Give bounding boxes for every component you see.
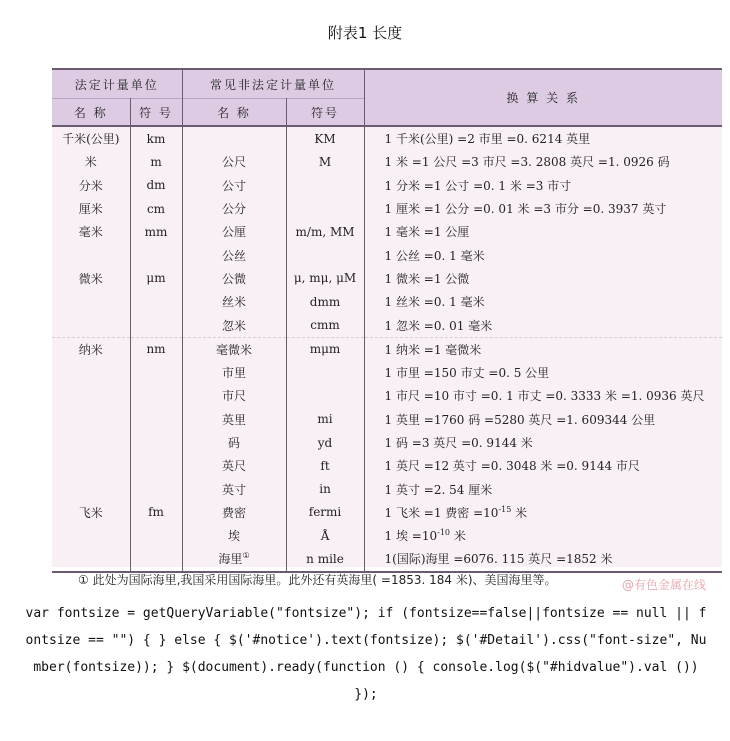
legal-unit-name [52,431,130,454]
footnote: ① 此处为国际海里,我国采用国际海里。此外还有英海里( =1853. 184 米)、美国海里等。 [78,573,557,587]
common-symbol-header: 符号 [286,99,364,127]
conversion-relation [364,431,722,454]
conversion-relation-text: 1(国际)海里 =6076. 115 英尺 =1852 米 [384,552,613,567]
table-row [52,337,722,361]
legal-unit-name [52,454,130,477]
conversion-relation [364,243,722,266]
conversion-relation [364,290,722,313]
legal-unit-symbol [130,126,182,150]
common-unit-name [182,174,286,197]
conversion-relation-text: 1 忽米 =0. 01 毫米 [384,318,493,333]
common-unit-name-text: 公微 [222,271,247,286]
table-row [52,547,722,571]
common-unit-symbol-text: M [318,154,332,169]
legal-unit-name [52,337,130,361]
exponent: -15 [498,504,512,514]
legal-unit-name [52,197,130,220]
legal-unit-name [52,126,130,150]
legal-unit-name-text: 分米 [78,178,103,193]
common-unit-name-text: 忽米 [222,318,247,333]
table-row [52,384,722,407]
conversion-relation-text: 1 英里 =1760 码 =5280 英尺 =1. 609344 公里 [384,412,656,427]
common-unit-symbol-text: μ, mμ, μM [293,271,357,286]
common-unit-symbol [286,337,364,361]
common-unit-name-text: 市里 [222,366,247,381]
legal-unit-name-text: 纳米 [78,342,103,357]
conversion-relation-text: 1 英寸 =2. 54 厘米 [384,482,493,497]
legal-unit-symbol-text: nm [146,342,166,357]
legal-unit-symbol [130,290,182,313]
legal-unit-name-text: 米 [84,155,97,170]
legal-unit-symbol [130,431,182,454]
legal-unit-symbol-text: μm [146,271,166,286]
table-row [52,220,722,243]
common-unit-symbol [286,384,364,407]
common-unit-symbol [286,501,364,524]
legal-unit-symbol [130,267,182,290]
conversion-relation [364,547,722,571]
common-unit-symbol-text: yd [317,435,333,450]
common-unit-symbol-text: n mile [306,551,344,566]
conversion-relation [364,524,722,547]
common-unit-symbol [286,408,364,431]
common-unit-symbol [286,220,364,243]
common-unit-name [182,454,286,477]
relation-tail: 米 [511,505,528,520]
legal-unit-name [52,220,130,243]
common-unit-symbol [286,290,364,313]
common-unit-symbol-text: mi [317,412,333,427]
table-row [52,197,722,220]
common-unit-name-text: 公寸 [222,178,247,193]
legal-unit-symbol [130,384,182,407]
table-row [52,431,722,454]
common-unit-name [182,337,286,361]
common-unit-name-text: 市尺 [222,389,247,404]
conversion-relation [364,408,722,431]
common-unit-name-text: 埃 [228,529,241,544]
conversion-relation-text: 1 微米 =1 公微 [384,271,470,286]
legal-unit-name [52,547,130,571]
legal-unit-symbol-text: fm [148,505,164,520]
legal-unit-symbol [130,547,182,571]
table-row [52,361,722,384]
conversion-relation [364,197,722,220]
common-unit-symbol-text: mμm [309,342,341,357]
common-unit-symbol [286,547,364,571]
conversion-relation-text: 1 分米 =1 公寸 =0. 1 米 =3 市寸 [384,178,572,193]
table-row [52,477,722,500]
common-unit-symbol [286,477,364,500]
common-unit-name [182,361,286,384]
common-unit-symbol [286,431,364,454]
common-unit-name [182,384,286,407]
legal-unit-symbol-text: m [150,154,162,169]
legal-unit-name [52,243,130,266]
conversion-relation [364,126,722,150]
legal-unit-name [52,384,130,407]
table-row [52,126,722,150]
table-row [52,454,722,477]
conversion-relation-text: 1 纳米 =1 毫微米 [384,342,482,357]
common-unit-symbol-text: KM [314,131,336,146]
footnote-marker: ① [242,551,250,561]
table-row [52,150,722,173]
common-unit-name-text: 毫微米 [216,342,253,357]
exponent: -10 [437,528,451,538]
relation-tail: 米 [450,529,466,544]
legal-unit-name [52,408,130,431]
legal-unit-symbol [130,220,182,243]
legal-unit-symbol [130,477,182,500]
common-unit-symbol-text: Å [320,528,330,543]
legal-unit-name [52,267,130,290]
common-unit-symbol-text: m/m, MM [295,224,355,239]
conversion-relation [364,477,722,500]
legal-name-header: 名 称 [52,99,130,127]
common-unit-name [182,243,286,266]
table-row [52,174,722,197]
common-unit-name [182,524,286,547]
common-unit-name [182,150,286,173]
conversion-relation-text: 1 埃 =10 [384,529,438,544]
table-row [52,290,722,313]
conversion-relation [364,384,722,407]
common-unit-name [182,267,286,290]
conversion-relation [364,337,722,361]
common-unit-symbol [286,313,364,337]
common-units-header: 常见非法定计量单位 [182,69,364,99]
conversion-relation-text: 1 英尺 =12 英寸 =0. 3048 米 =0. 9144 市尺 [384,459,640,474]
conversion-relation [364,313,722,337]
common-unit-symbol-text: fermi [308,505,342,520]
conversion-relation [364,454,722,477]
common-unit-name [182,126,286,150]
legal-unit-symbol [130,361,182,384]
common-unit-name-text: 费密 [222,505,247,520]
script-source-text: var fontsize = getQueryVariable("fontsize"); if (fontsize==false||fontsize == null || fontsize == "") { } else { $('#notice').text(fontsize); $('#Detail').css("font-size", Number(fontsize)); } $(document).ready(function () { console.log($("#hidvalue").val ()) }); [25,606,707,702]
conversion-relation-text: 1 市尺 =10 市寸 =0. 1 市丈 =0. 3333 米 =1. 0936 英尺 [384,389,705,404]
conversion-table [52,68,722,573]
common-unit-name [182,313,286,337]
common-unit-symbol-text: ft [320,458,330,473]
relation-header: 换 算 关 系 [364,69,722,126]
legal-unit-symbol [130,501,182,524]
common-unit-name-text: 公丝 [222,248,247,263]
conversion-relation [364,174,722,197]
common-unit-symbol-text: in [319,482,331,497]
legal-unit-symbol [130,524,182,547]
legal-unit-symbol-text: mm [144,224,168,239]
common-unit-symbol [286,243,364,266]
conversion-relation-text: 1 飞米 =1 费密 =10 [384,505,499,520]
legal-unit-symbol-text: cm [146,201,166,216]
table-row [52,267,722,290]
common-unit-symbol-text: dmm [309,294,341,309]
conversion-relation-text: 1 公丝 =0. 1 毫米 [384,248,485,263]
legal-unit-symbol-text: dm [146,178,166,193]
table-row [52,313,722,337]
common-unit-name-text: 公分 [222,202,247,217]
legal-unit-symbol-text: km [146,131,166,146]
legal-unit-symbol [130,454,182,477]
legal-unit-name [52,524,130,547]
legal-unit-name [52,290,130,313]
legal-unit-name-text: 飞米 [78,505,103,520]
conversion-relation [364,220,722,243]
table-row [52,501,722,524]
table-title: 附表1 长度 [327,24,403,42]
legal-unit-symbol [130,337,182,361]
legal-unit-name-text: 千米(公里) [62,132,120,147]
common-unit-name [182,408,286,431]
common-unit-name-text: 海里 [218,552,243,567]
legal-unit-name-text: 厘米 [78,202,103,217]
common-unit-symbol-text: cmm [310,318,340,333]
length-conversion-table [52,68,722,567]
watermark: @有色金属在线 [622,578,707,592]
common-unit-name-text: 丝米 [222,295,247,310]
common-unit-symbol [286,267,364,290]
common-unit-symbol [286,150,364,173]
common-unit-name [182,477,286,500]
common-unit-symbol [286,361,364,384]
common-unit-name-text: 英尺 [222,459,247,474]
legal-unit-symbol [130,243,182,266]
common-unit-name-text: 公厘 [222,225,247,240]
conversion-relation [364,150,722,173]
legal-unit-symbol [130,150,182,173]
conversion-relation-text: 1 丝米 =0. 1 毫米 [384,295,485,310]
common-unit-symbol [286,174,364,197]
conversion-relation-text: 1 码 =3 英尺 =0. 9144 米 [384,436,533,450]
legal-units-header: 法定计量单位 [52,69,182,99]
common-unit-symbol [286,197,364,220]
common-name-header: 名 称 [182,99,286,127]
conversion-relation-text: 1 千米(公里) =2 市里 =0. 6214 英里 [384,132,591,147]
common-unit-symbol [286,524,364,547]
legal-symbol-header: 符 号 [130,99,182,127]
common-unit-name [182,220,286,243]
legal-unit-symbol [130,313,182,337]
common-unit-name [182,290,286,313]
common-unit-name [182,501,286,524]
common-unit-name [182,431,286,454]
legal-unit-name [52,313,130,337]
legal-unit-name-text: 微米 [78,271,103,286]
conversion-relation [364,361,722,384]
table-row [52,524,722,547]
conversion-relation-text: 1 市里 =150 市丈 =0. 5 公里 [384,366,550,381]
legal-unit-name [52,174,130,197]
legal-unit-name [52,477,130,500]
common-unit-name-text: 公尺 [222,155,247,170]
table-body [52,126,722,572]
common-unit-name-text: 码 [228,436,241,450]
legal-unit-name [52,150,130,173]
conversion-relation-text: 1 厘米 =1 公分 =0. 01 米 =3 市分 =0. 3937 英寸 [384,202,667,217]
table-row [52,243,722,266]
common-unit-name [182,547,286,571]
legal-unit-symbol [130,174,182,197]
common-unit-symbol [286,454,364,477]
table-row [52,408,722,431]
legal-unit-name [52,501,130,524]
common-unit-symbol [286,126,364,150]
conversion-relation-text: 1 毫米 =1 公厘 [384,225,470,240]
common-unit-name [182,197,286,220]
legal-unit-name [52,361,130,384]
conversion-relation-text: 1 米 =1 公尺 =3 市尺 =3. 2808 英尺 =1. 0926 码 [384,155,670,170]
conversion-relation [364,267,722,290]
legal-unit-name-text: 毫米 [78,225,103,240]
common-unit-name-text: 英里 [222,412,247,427]
conversion-relation [364,501,722,524]
legal-unit-symbol [130,408,182,431]
common-unit-name-text: 英寸 [222,482,247,497]
legal-unit-symbol [130,197,182,220]
